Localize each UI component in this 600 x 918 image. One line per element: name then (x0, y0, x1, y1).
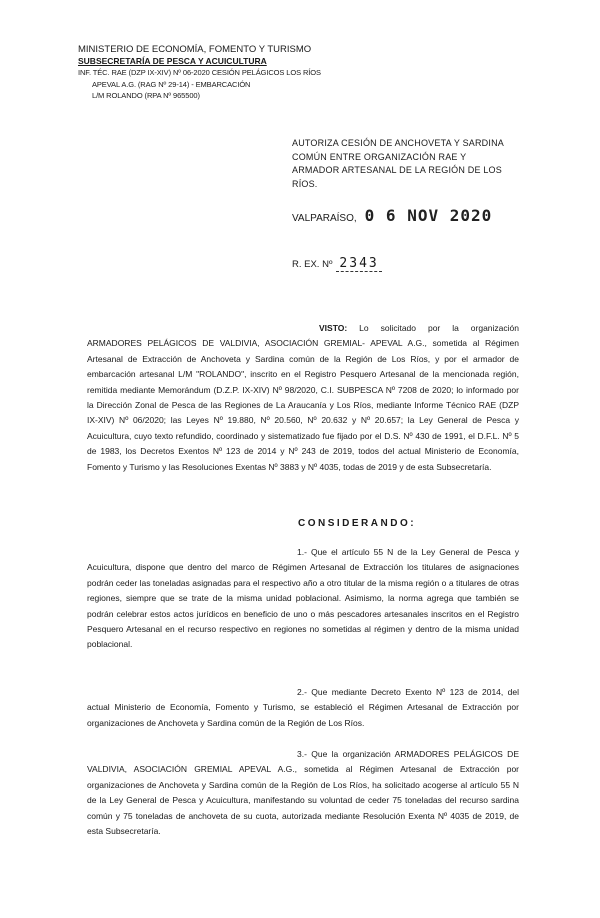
reference-line-2: APEVAL A.G. (RAG Nº 29-14) - EMBARCACIÓN (92, 79, 251, 89)
resolution-subject: AUTORIZA CESIÓN DE ANCHOVETA Y SARDINA COMÚN ENTRE ORGANIZACIÓN RAE Y ARMADOR ARTESANAL DE LA REGIÓN DE LOS RÍOS. (292, 138, 504, 189)
place-date (292, 206, 492, 225)
letterhead (78, 44, 328, 102)
subsecretaria-name: SUBSECRETARÍA DE PESCA Y ACUICULTURA (78, 55, 267, 66)
resolution-label: R. EX. Nº (292, 259, 333, 270)
considerando-item-2: 2.- Que mediante Decreto Exento Nº 123 de 2014, del actual Ministerio de Economía, Fomento y Turismo, se estableció el Régimen Artesanal de Extracción por organizaciones de Anchoveta y Sardina común de la Región de Los Ríos. (87, 687, 519, 728)
reference-line-1: INF. TÉC. RAE (DZP IX-XIV) Nº 06-2020 CESIÓN PELÁGICOS LOS RÍOS (78, 68, 321, 77)
reference-line-3: L/M ROLANDO (RPA Nº 965500) (92, 91, 200, 100)
date-stamp: 0 6 NOV 2020 (364, 206, 493, 225)
visto-paragraph (87, 321, 519, 475)
visto-label: VISTO: (319, 323, 348, 333)
considerando-heading: CONSIDERANDO: (298, 518, 417, 529)
considerando-item-3: 3.- Que la organización ARMADORES PELÁGICOS DE VALDIVIA, ASOCIACIÓN GREMIAL APEVAL A.G., sometida al Régimen Artesanal de Extracción por organizaciones de Anchoveta y Sardina común de la Región de Los Ríos, ha solicitado acogerse al artículo 55 N de la Ley General de Pesca y Acuicultura, manifestando su voluntad de ceder 75 toneladas del recurso sardina común y 75 toneladas de anchoveta de su cuota, autorizada mediante Resolución Exenta Nº 4035 de 2019, de esta Subsecretaría. (87, 749, 519, 837)
visto-text: Lo solicitado por la organización ARMADORES PELÁGICOS DE VALDIVIA, ASOCIACIÓN GREMIAL- APEVAL A.G., sometida al Régimen Artesanal de Extracción de Anchoveta y Sardina común de la Región de Los Ríos, y por el armador de embarcación artesanal L/M "ROLANDO", inscrito en el Registro Pesquero Artesanal de la mencionada región, remitida mediante Memorándum (D.Z.P. IX-XIV) Nº 98/2020, C.I. SUBPESCA Nº 7208 de 2020; lo informado por la Dirección Zonal de Pesca de las Regiones de La Araucanía y Los Ríos, mediante Informe Técnico RAE (DZP IX-XIV) Nº 06/2020; las Leyes Nº 19.880, Nº 20.560, Nº 20.632 y Nº 20.657; la Ley General de Pesca y Acuicultura, cuyo texto refundido, coordinado y sistematizado fue fijado por el D.S. Nº 430 de 1991, el D.F.L. Nº 5 de 1983, los Decretos Exentos Nº 123 de 2014 y Nº 243 de 2019, todos del actual Ministerio de Economía, Fomento y Turismo y las Resoluciones Exentas Nº 3883 y Nº 4035, todas de 2019 y de esta Subsecretaría. (87, 323, 519, 472)
ministry-name: MINISTERIO DE ECONOMÍA, FOMENTO Y TURISMO (78, 44, 312, 55)
resolution-number (292, 256, 382, 272)
resolution-number-value: 2343 (336, 256, 381, 272)
city-label: VALPARAÍSO, (292, 213, 357, 224)
considerando-item-1: 1.- Que el artículo 55 N de la Ley General de Pesca y Acuicultura, dispone que dentro del marco de Régimen Artesanal de Extracción los titulares de asignaciones podrán ceder las toneladas asignadas para el respectivo año a otro titular de la misma región o a titulares de otras regiones, siempre que se trate de la misma unidad poblacional. Asimismo, la norma agrega que también se podrán celebrar estos actos jurídicos en beneficio de uno o más pescadores artesanales inscritos en el Registro Pesquero Artesanal en el recurso respectivo en regiones no sometidas al régimen y dentro de la misma unidad poblacional. (87, 547, 519, 650)
